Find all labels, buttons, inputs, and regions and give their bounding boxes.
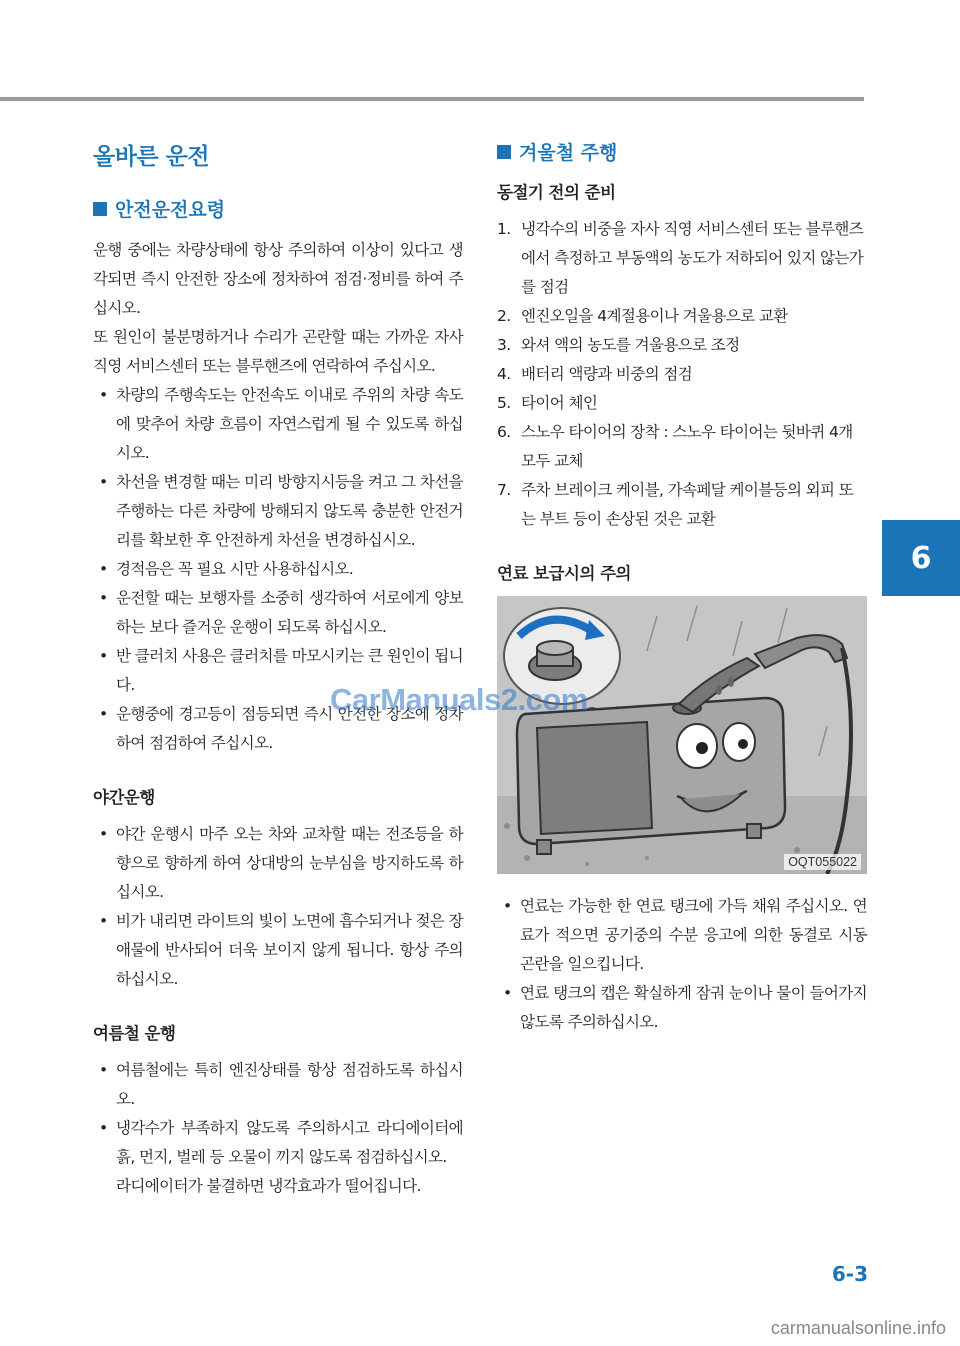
subsection-heading-summer: 여름철 운행 bbox=[93, 1024, 176, 1043]
list-item: • 여름철에는 특히 엔진상태를 항상 점검하도록 하십시오. bbox=[93, 1056, 463, 1114]
section-heading-winter bbox=[497, 138, 867, 165]
paragraph: 운행 중에는 차량상태에 항상 주의하여 이상이 있다고 생각되면 즉시 안전한 장소에 정차하여 점검·정비를 하여 주십시오. bbox=[93, 241, 463, 317]
footer-watermark: carmanualsonline.info bbox=[770, 1318, 946, 1338]
numbered-list bbox=[497, 215, 867, 534]
fuel-tank-drawing bbox=[497, 596, 867, 874]
list-item: • 경적음은 꼭 필요 시만 사용하십시오. bbox=[93, 555, 463, 584]
list-item-note: 라디에이터가 불결하면 냉각효과가 떨어집니다. bbox=[116, 1177, 421, 1195]
list-item: • 운전할 때는 보행자를 소중히 생각하여 서로에게 양보하는 보다 즐거운 운행이 되도록 하십시오. bbox=[93, 584, 463, 642]
list-item: 2. 엔진오일을 4계절용이나 겨울용으로 교환 bbox=[497, 307, 788, 325]
list-item bbox=[93, 1114, 463, 1201]
list-item: • 연료는 가능한 한 연료 탱크에 가득 채워 주십시오. 연료가 적으면 공기중의 수분 응고에 의한 동결로 시동 곤란을 일으킵니다. bbox=[497, 892, 867, 979]
header-rule bbox=[0, 97, 864, 101]
list-item: • 반 클러치 사용은 클러치를 마모시키는 큰 원인이 됩니다. bbox=[93, 642, 463, 700]
page-title: 올바른 운전 bbox=[93, 144, 210, 170]
bullet-list bbox=[93, 820, 463, 994]
list-item: • 비가 내리면 라이트의 빛이 노면에 흡수되거나 젖은 장애물에 반사되어 더욱 보이지 않게 됩니다. 항상 주의하십시오. bbox=[93, 907, 463, 994]
bullet-list bbox=[93, 1056, 463, 1201]
list-item: 6. 스노우 타이어의 장착 : 스노우 타이어는 뒷바퀴 4개 모두 교체 bbox=[497, 423, 853, 470]
square-bullet-icon bbox=[93, 202, 107, 216]
section-heading-text: 겨울철 주행 bbox=[519, 142, 618, 164]
paragraph: 또 원인이 불분명하거나 수리가 곤란할 때는 가까운 자사 직영 서비스센터 또는 블루핸즈에 연락하여 주십시오. bbox=[93, 328, 463, 375]
list-item: 4. 배터리 액량과 비중의 점검 bbox=[497, 365, 693, 383]
bullet-list bbox=[497, 892, 867, 1037]
chapter-tab[interactable]: 6 bbox=[882, 520, 960, 596]
left-column bbox=[93, 138, 463, 1201]
list-item-text: • 냉각수가 부족하지 않도록 주의하시고 라디에이터에 흙, 먼지, 벌레 등 오물이 끼지 않도록 점검하십시오. bbox=[116, 1119, 463, 1166]
list-item: • 차량의 주행속도는 안전속도 이내로 주위의 차량 속도에 맞추어 차량 흐름이 자연스럽게 될 수 있도록 하십시오. bbox=[93, 381, 463, 468]
list-item: 7. 주차 브레이크 케이블, 가속페달 케이블등의 외피 또는 부트 등이 손상된 것은 교환 bbox=[497, 481, 854, 528]
subsection-heading-winter-prep: 동절기 전의 준비 bbox=[497, 183, 616, 202]
fuel-tank-illustration bbox=[497, 596, 867, 874]
section-heading-safe-driving bbox=[93, 195, 463, 222]
section-heading-text: 안전운전요령 bbox=[115, 199, 226, 221]
figure-code: OQT055022 bbox=[784, 854, 861, 870]
list-item: • 연료 탱크의 캡은 확실하게 잠궈 눈이나 물이 들어가지 않도록 주의하십시오. bbox=[497, 979, 867, 1037]
subsection-heading-night: 야간운행 bbox=[93, 788, 155, 807]
watermark: CarManuals2.com bbox=[330, 682, 588, 717]
subsection-heading-refuel: 연료 보급시의 주의 bbox=[497, 564, 632, 583]
square-bullet-icon bbox=[497, 145, 511, 159]
list-item: • 운행중에 경고등이 점등되면 즉시 안전한 장소에 정차하여 점검하여 주십시오. bbox=[93, 700, 463, 758]
list-item: • 야간 운행시 마주 오는 차와 교차할 때는 전조등을 하향으로 향하게 하여 상대방의 눈부심을 방지하도록 하십시오. bbox=[93, 820, 463, 907]
list-item: 1. 냉각수의 비중을 자사 직영 서비스센터 또는 블루핸즈에서 측정하고 부동액의 농도가 저하되어 있지 않는가를 점검 bbox=[497, 220, 864, 296]
page-number: 6-3 bbox=[831, 1262, 868, 1286]
list-item: 5. 타이어 체인 bbox=[497, 394, 598, 412]
list-item: • 차선을 변경할 때는 미리 방향지시등을 켜고 그 차선을 주행하는 다른 차량에 방해되지 않도록 충분한 안전거리를 확보한 후 안전하게 차선을 변경하십시오. bbox=[93, 468, 463, 555]
list-item: 3. 와셔 액의 농도를 겨울용으로 조정 bbox=[497, 336, 740, 354]
right-column bbox=[497, 138, 867, 1037]
